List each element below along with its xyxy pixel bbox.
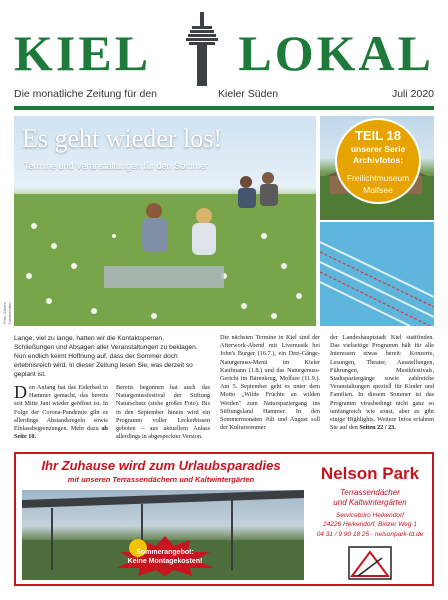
tagline: Die monatliche Zeitung für den: [14, 88, 157, 100]
offer-line-1: Sommerangebot:: [136, 549, 194, 556]
article-column-4: [330, 334, 434, 432]
page-reference-link[interactable]: Seiten 22 / 23.: [359, 424, 396, 432]
ad-brand: Nelson Park: [320, 464, 420, 483]
ad-address: 24226 Heikendorf, Binzer Weg 1: [323, 521, 417, 528]
offer-line-2: Keine Montagekosten!: [127, 558, 203, 565]
masthead-subline: [14, 88, 434, 104]
hero-subtitle: Termine und Veranstaltungen für den Sommer: [24, 161, 209, 171]
article-column-3: Die nächsten Termine in Kiel sind der Afterwork-Abend mit Livemusik bei John's Burger (16.7.), ein Drei-Gänge-Naturgenuss-Menü im Kieler Kaufmann (1.8.) und das Naturgenuss-Gericht im Bärenkrug, Molfsee (11.9.). Am 5. September geht es unter dem Motto „Wilde Früchte an wilden Weiden" zum Naturspaziergang ins Stiftungsland Hammer. In den Sommermonaten Juli und August soll der Kultursommer: [220, 334, 320, 432]
advertisement[interactable]: [14, 452, 434, 586]
photo-credit: Foto: Ehlers Nachrichten: [2, 302, 12, 324]
ad-office: Servicebüro Heikendorf: [336, 512, 404, 519]
logo-kiel: KIEL: [14, 25, 152, 81]
badge-place-line2: Molfsee: [363, 185, 393, 195]
badge-series: unserer Serie: [350, 144, 406, 154]
article-column-1: [14, 384, 108, 441]
ad-tagline-2: und Kaltwintergärten: [333, 498, 407, 507]
nelson-park-logo-icon: [348, 546, 392, 580]
badge-archive: Archivfotos:: [352, 155, 404, 165]
region: Kieler Süden: [218, 88, 279, 100]
hero-title: Es geht wieder los!: [22, 124, 223, 153]
swimming-pool-illustration: [320, 222, 434, 326]
article-column-2: Bereits begonnen hat auch das Naturgenussfestival der Stiftung Naturschutz (siehe großes Foto). Bis in den September hinein wird ein Programm voller Leckerbissen geboten – aus aktuellem Anlass allerdings in abgespeckter Version.: [116, 384, 210, 441]
article-intro: Lange, viel zu lange, hatten wir die Kontaktsperren, Schließungen und Absagen aller Veranstaltungen zu beklagen. Nun endlich keimt Hoffnung auf, dass der Sommer doch erlebnisreich wird. In dieser Zeitung lesen Sie, was derzeit so geplant ist.: [14, 335, 198, 378]
pool-photo: [320, 222, 434, 326]
ad-subheadline: mit unseren Terrassendächern und Kaltwintergärten: [67, 475, 255, 484]
series-badge: [335, 118, 421, 204]
tv-tower-icon: [180, 12, 224, 86]
column-4-text: der Landeshauptstadt Kiel stattfinden. Das vielseitige Programm hält für alle Interessen etwas bereit: Konzerte, Lesungen, Theater, Ausstellungen, Führungen, Musikfestivals, Stadtspaziergänge sowie zahlreiche Veranstaltungen speziell für Kinder und Familien. In diesem Sommer ist das Programm virusbedingt nicht ganz so umfangreich wie sonst, aber es gibt einige Highlights. Weitere Infos erfahren Sie auf den: [330, 334, 434, 432]
ad-tagline-1: Terrassendächer: [340, 488, 400, 497]
issue-date: Juli 2020: [391, 88, 434, 100]
offer-starburst-icon: [116, 536, 214, 576]
ad-contact-link[interactable]: 04 31 / 9 90 18 25 · nelsonpark-td.de: [316, 531, 424, 538]
masthead-divider: [14, 106, 434, 110]
page-reference-link[interactable]: ab Seite 10.: [14, 425, 108, 441]
logo-lokal: LOKAL: [238, 25, 434, 81]
badge-part: TEIL 18: [354, 128, 401, 143]
column-1-text: en Anfang hat das Eiderbad in Hammer gemacht, das bereits seit Mitte Juni wieder geöffnet ist. In Folge der Corona-Pandemie gibt es allerdings Abstandsregeln sowie Einlassbegrenzungen. Mehr dazu: [14, 384, 108, 433]
dropcap: D: [14, 382, 27, 402]
hero-photo: [14, 116, 316, 326]
badge-place-line1: Freilichtmuseum: [346, 173, 410, 183]
masthead: [14, 12, 434, 86]
ad-headline: Ihr Zuhause wird zum Urlaubsparadies: [41, 458, 281, 473]
